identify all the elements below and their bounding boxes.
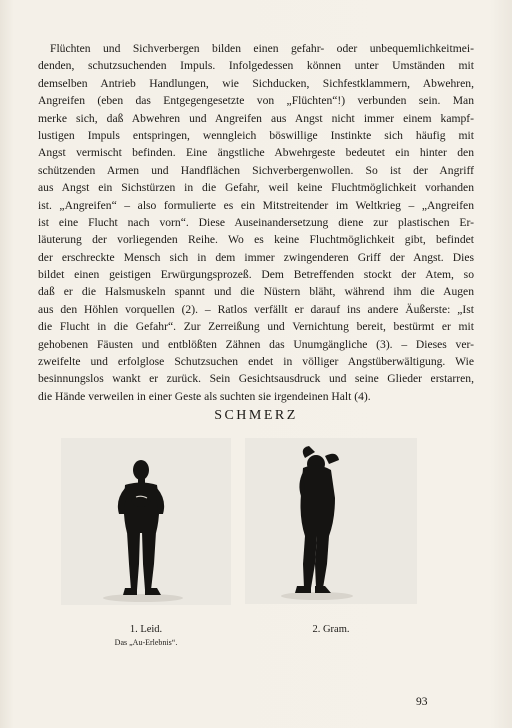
page-number: 93	[416, 696, 428, 708]
text-line: merke sich, daß Abwehren und Angreifen aus Angst nicht immer einem kampf-	[38, 111, 474, 125]
text-line: daß er die Halsmuskeln spannt und die Nüstern bläht, während ihm die Augen	[38, 285, 474, 299]
text-line: aus Angst ein Sichstürzen in die Gefahr, weil keine Fluchtmöglichkeit vorhanden	[38, 181, 474, 195]
text-line: läuterung der vorliegenden Reihe. Wo es keine Fluchtmöglichkeit gibt, befindet	[38, 233, 474, 247]
text-line: denden, schutzsuchenden Impuls. Infolgedessen können unter Umständen mit	[38, 59, 474, 73]
figure-1-caption: 1. Leid.	[129, 624, 163, 635]
text-line: der erschreckte Mensch sich in dem immer zwingenderen Griff der Angst. Dies	[38, 250, 474, 264]
text-line: bildet einen geistigen Erwürgungsprozeß. Dem Betreffenden stockt der Atem, so	[38, 268, 474, 282]
text-line: ist. „Angreifen“ – also formulierte es ein Mitstreitender im Weltkrieg – „Angreifen	[38, 198, 474, 212]
figure-2-caption: 2. Gram.	[312, 624, 350, 635]
text-line: aus den Höhlen vorquellen (2). – Ratlos verfällt er darauf ins andere Äußerste: „Ist	[38, 302, 474, 316]
text-line: besinnungslos wankt er zurück. Sein Gesichtsausdruck und seine Glieder erstarren,	[38, 372, 474, 386]
figure-1-subcaption: Das „Au-Erlebnis“.	[114, 638, 178, 647]
figure-1-silhouette	[61, 438, 231, 605]
figure-photo-1	[61, 438, 231, 605]
text-line: die Flucht in die Gefahr“. Zur Zerreißung und Vernichtung bereit, bestürmt er mit	[38, 320, 474, 334]
text-line: schützenden Armen und Handflächen Sichverbergenwollen. So ist der Angriff	[38, 163, 474, 177]
text-line: zweifelte und erfolglose Schutzsuchen endet in völliger Angstüberwältigung. Wie	[38, 355, 474, 369]
body-paragraph	[38, 40, 474, 405]
figure-photo-2	[245, 438, 417, 604]
text-line: die Hände verweilen in einer Geste als suchten sie irgendeinen Halt (4).	[38, 389, 371, 403]
text-line: gehobenen Fäusten und entblößten Zähnen das Unumgängliche (3). – Dieses ver-	[38, 337, 474, 351]
text-line: demselben Antrieb Handlungen, wie Sichducken, Sichfestklammern, Abwehren,	[38, 76, 474, 90]
figure-2-silhouette	[245, 438, 417, 604]
text-line: lustigen Impuls entspringen, wenngleich böswillige Instinkte sich häufig mit	[38, 128, 474, 142]
text-line: Flüchten und Sichverbergen bilden einen gefahr- oder unbequemlichkeitmei-	[50, 42, 474, 55]
text-line: Angreifen (eben das Entgegengesetzte von „Flüchten“!) verbunden sein. Man	[38, 94, 474, 108]
text-line: ist eine Flucht nach vorn“. Diese Auseinandersetzung diene zur plastischen Er-	[38, 215, 474, 229]
section-heading: SCHMERZ	[214, 408, 298, 423]
text-line: Angst vermischt befinden. Eine ängstliche Abwehrgeste bedeutet ein hinter den	[38, 146, 474, 160]
